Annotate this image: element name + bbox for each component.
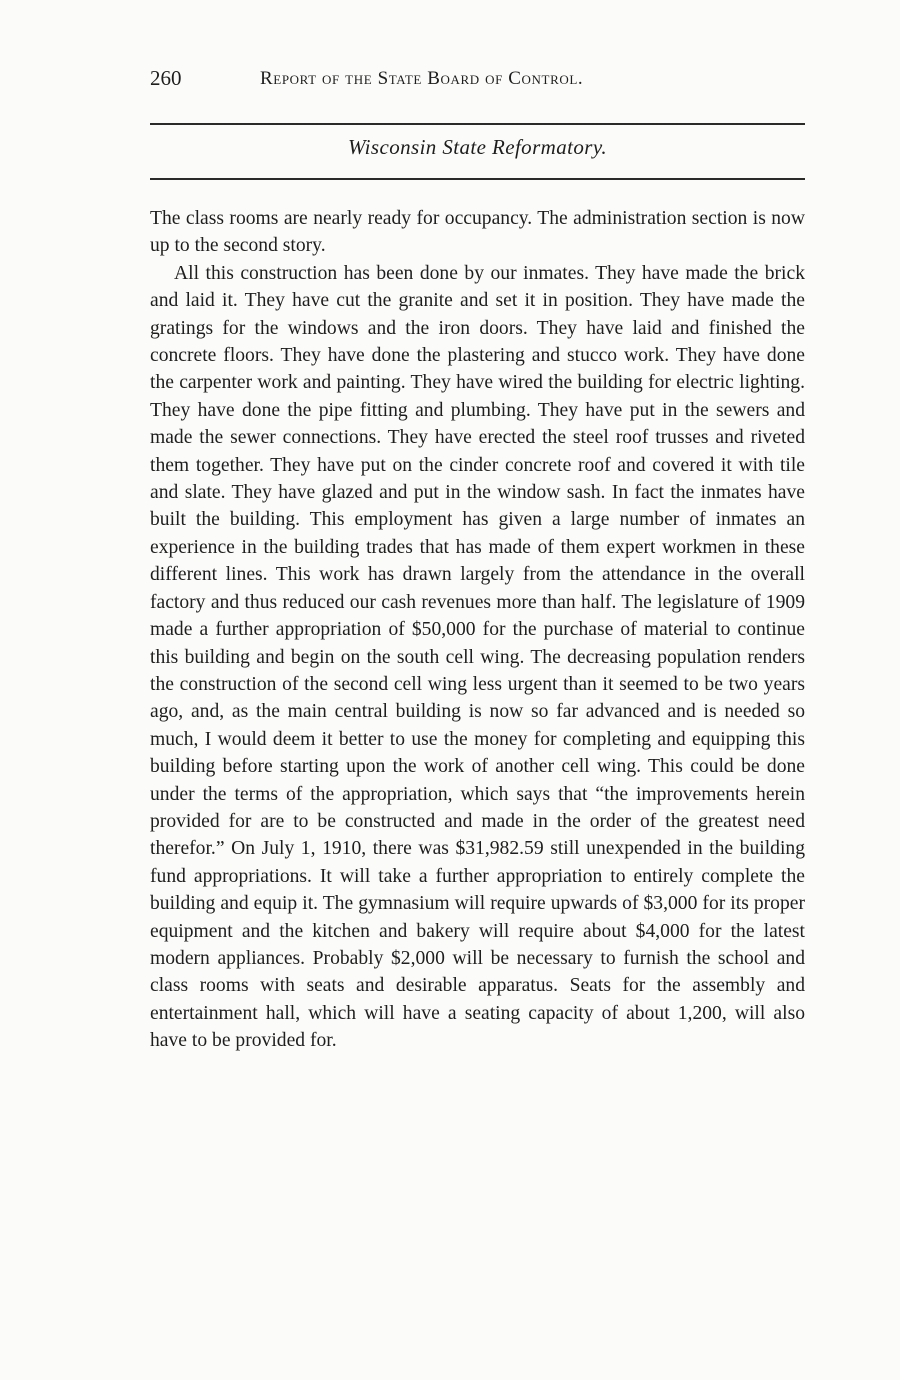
bottom-rule-divider [150, 178, 805, 180]
paragraph-1: The class rooms are nearly ready for occupancy. The administration section is now up to the second story. [150, 208, 805, 257]
running-head [150, 66, 805, 96]
paragraph-2: All this construction has been done by our inmates. They have made the brick and laid it. They have cut the granite and set it in position. They have made the gratings for the windows and the iron doors. They have laid and finished the concrete floors. They have done the plastering and stucco work. They have done the carpenter work and painting. They have wired the building for electric lighting. They have done the pipe fitting and plumbing. They have put in the sewers and made the sewer connections. They have erected the steel roof trusses and riveted them together. They have put on the cinder concrete roof and covered it with tile and slate. They have glazed and put in the window sash. In fact the inmates have built the building. This employment has given a large number of inmates an experience in the building trades that has made of them expert workmen in these different lines. This work has drawn largely from the attendance in the overall factory and thus reduced our cash revenues more than half. The legislature of 1909 made a further appropriation of $50,000 for the purchase of material to continue this building and begin on the south cell wing. The decreasing population renders the construction of the second cell wing less urgent than it seemed to be two years ago, and, as the main central building is now so far advanced and is needed so much, I would deem it better to use the money for completing and equipping this building before starting upon the work of another cell wing. This could be done under the terms of the appropriation, which says that “the improvements herein provided for are to be constructed and made in the order of the greatest need therefor.” On July 1, 1910, there was $31,982.59 still unexpended in the building fund appropriations. It will take a further appropriation to entirely complete the building and equip it. The gymnasium will require upwards of $3,000 for its proper equipment and the kitchen and bakery will require about $4,000 for the latest modern appliances. Probably $2,000 will be necessary to furnish the school and class rooms with seats and desirable apparatus. Seats for the assembly and entertainment hall, which will have a seating capacity of about 1,200, will also have to be provided for. [150, 262, 805, 1052]
section-title: Wisconsin State Reformatory. [347, 135, 608, 159]
page-number: 260 [150, 66, 182, 90]
running-title: Report of the State Board of Control. [260, 68, 584, 89]
body-text [150, 205, 805, 1055]
top-rule-divider [150, 123, 805, 125]
